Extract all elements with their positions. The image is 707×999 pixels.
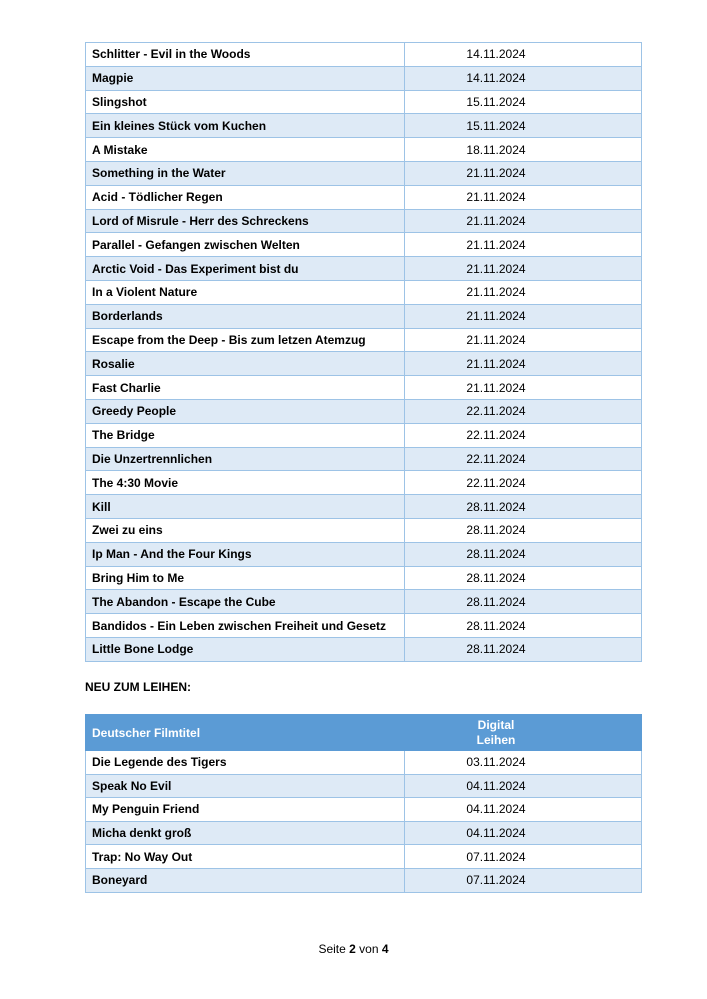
release-date: 21.11.2024 bbox=[405, 328, 642, 352]
release-date: 15.11.2024 bbox=[405, 90, 642, 114]
film-title: Escape from the Deep - Bis zum letzen Atemzug bbox=[86, 328, 405, 352]
film-title: Ein kleines Stück vom Kuchen bbox=[86, 114, 405, 138]
film-title: A Mistake bbox=[86, 138, 405, 162]
page-footer bbox=[0, 942, 707, 956]
table-row bbox=[86, 209, 642, 233]
table-row bbox=[86, 399, 642, 423]
film-title: Fast Charlie bbox=[86, 376, 405, 400]
table-row bbox=[86, 304, 642, 328]
release-date: 04.11.2024 bbox=[405, 798, 642, 822]
film-title: Slingshot bbox=[86, 90, 405, 114]
film-title: Acid - Tödlicher Regen bbox=[86, 185, 405, 209]
table-row bbox=[86, 845, 642, 869]
table-header-row bbox=[86, 715, 642, 751]
table-row bbox=[86, 637, 642, 661]
release-date: 22.11.2024 bbox=[405, 399, 642, 423]
release-date: 07.11.2024 bbox=[405, 868, 642, 892]
table-row bbox=[86, 447, 642, 471]
table-row bbox=[86, 774, 642, 798]
release-date: 21.11.2024 bbox=[405, 304, 642, 328]
header-title: Deutscher Filmtitel bbox=[86, 715, 405, 751]
film-title: Die Unzertrennlichen bbox=[86, 447, 405, 471]
table-row bbox=[86, 114, 642, 138]
release-date: 21.11.2024 bbox=[405, 280, 642, 304]
footer-total: 4 bbox=[381, 942, 389, 956]
table-row bbox=[86, 43, 642, 67]
film-title: Speak No Evil bbox=[86, 774, 405, 798]
release-date: 03.11.2024 bbox=[405, 751, 642, 775]
release-date: 28.11.2024 bbox=[405, 542, 642, 566]
release-date: 28.11.2024 bbox=[405, 495, 642, 519]
table-row bbox=[86, 161, 642, 185]
table-row bbox=[86, 352, 642, 376]
table-row bbox=[86, 566, 642, 590]
table-row bbox=[86, 542, 642, 566]
table-row bbox=[86, 423, 642, 447]
rental-table bbox=[85, 714, 642, 893]
release-table-1 bbox=[85, 42, 642, 662]
table-row bbox=[86, 590, 642, 614]
section-heading: NEU ZUM LEIHEN: bbox=[85, 680, 191, 694]
film-title: Magpie bbox=[86, 66, 405, 90]
release-date: 14.11.2024 bbox=[405, 43, 642, 67]
film-title: Micha denkt groß bbox=[86, 821, 405, 845]
release-date: 04.11.2024 bbox=[405, 821, 642, 845]
release-date: 15.11.2024 bbox=[405, 114, 642, 138]
film-title: Something in the Water bbox=[86, 161, 405, 185]
film-title: Bring Him to Me bbox=[86, 566, 405, 590]
film-title: Arctic Void - Das Experiment bist du bbox=[86, 257, 405, 281]
table-row bbox=[86, 66, 642, 90]
release-date: 28.11.2024 bbox=[405, 614, 642, 638]
footer-prefix: Seite bbox=[318, 942, 346, 956]
film-title: The 4:30 Movie bbox=[86, 471, 405, 495]
film-title: Parallel - Gefangen zwischen Welten bbox=[86, 233, 405, 257]
film-title: Schlitter - Evil in the Woods bbox=[86, 43, 405, 67]
footer-middle: von bbox=[359, 942, 379, 956]
table-row bbox=[86, 233, 642, 257]
release-date: 28.11.2024 bbox=[405, 637, 642, 661]
release-date: 18.11.2024 bbox=[405, 138, 642, 162]
release-date: 14.11.2024 bbox=[405, 66, 642, 90]
film-title: Borderlands bbox=[86, 304, 405, 328]
table-row bbox=[86, 328, 642, 352]
film-title: The Abandon - Escape the Cube bbox=[86, 590, 405, 614]
release-date: 21.11.2024 bbox=[405, 185, 642, 209]
release-date: 22.11.2024 bbox=[405, 423, 642, 447]
release-date: 07.11.2024 bbox=[405, 845, 642, 869]
release-date: 28.11.2024 bbox=[405, 566, 642, 590]
table-row bbox=[86, 185, 642, 209]
release-date: 21.11.2024 bbox=[405, 233, 642, 257]
film-title: Boneyard bbox=[86, 868, 405, 892]
footer-page: 2 bbox=[349, 942, 356, 956]
release-date: 21.11.2024 bbox=[405, 209, 642, 233]
film-title: Little Bone Lodge bbox=[86, 637, 405, 661]
table-row bbox=[86, 471, 642, 495]
release-date: 21.11.2024 bbox=[405, 376, 642, 400]
film-title: Rosalie bbox=[86, 352, 405, 376]
release-date: 22.11.2024 bbox=[405, 471, 642, 495]
film-title: Bandidos - Ein Leben zwischen Freiheit und Gesetz bbox=[86, 614, 405, 638]
film-title: Lord of Misrule - Herr des Schreckens bbox=[86, 209, 405, 233]
table-row bbox=[86, 798, 642, 822]
release-date: 21.11.2024 bbox=[405, 161, 642, 185]
film-title: In a Violent Nature bbox=[86, 280, 405, 304]
table-row bbox=[86, 614, 642, 638]
table-row bbox=[86, 90, 642, 114]
release-date: 28.11.2024 bbox=[405, 518, 642, 542]
table-row bbox=[86, 138, 642, 162]
release-date: 21.11.2024 bbox=[405, 352, 642, 376]
film-title: Greedy People bbox=[86, 399, 405, 423]
film-title: Kill bbox=[86, 495, 405, 519]
table-row bbox=[86, 280, 642, 304]
release-date: 28.11.2024 bbox=[405, 590, 642, 614]
release-date: 22.11.2024 bbox=[405, 447, 642, 471]
film-title: Die Legende des Tigers bbox=[86, 751, 405, 775]
table-row bbox=[86, 751, 642, 775]
table-row bbox=[86, 376, 642, 400]
table-row bbox=[86, 257, 642, 281]
table-row bbox=[86, 518, 642, 542]
header-date-line2: Leihen bbox=[476, 732, 516, 747]
film-title: Ip Man - And the Four Kings bbox=[86, 542, 405, 566]
table-row bbox=[86, 868, 642, 892]
film-title: The Bridge bbox=[86, 423, 405, 447]
film-title: Zwei zu eins bbox=[86, 518, 405, 542]
release-date: 04.11.2024 bbox=[405, 774, 642, 798]
header-date bbox=[405, 715, 642, 751]
release-date: 21.11.2024 bbox=[405, 257, 642, 281]
table-row bbox=[86, 821, 642, 845]
table-row bbox=[86, 495, 642, 519]
film-title: Trap: No Way Out bbox=[86, 845, 405, 869]
film-title: My Penguin Friend bbox=[86, 798, 405, 822]
header-date-line1: Digital bbox=[477, 717, 515, 732]
